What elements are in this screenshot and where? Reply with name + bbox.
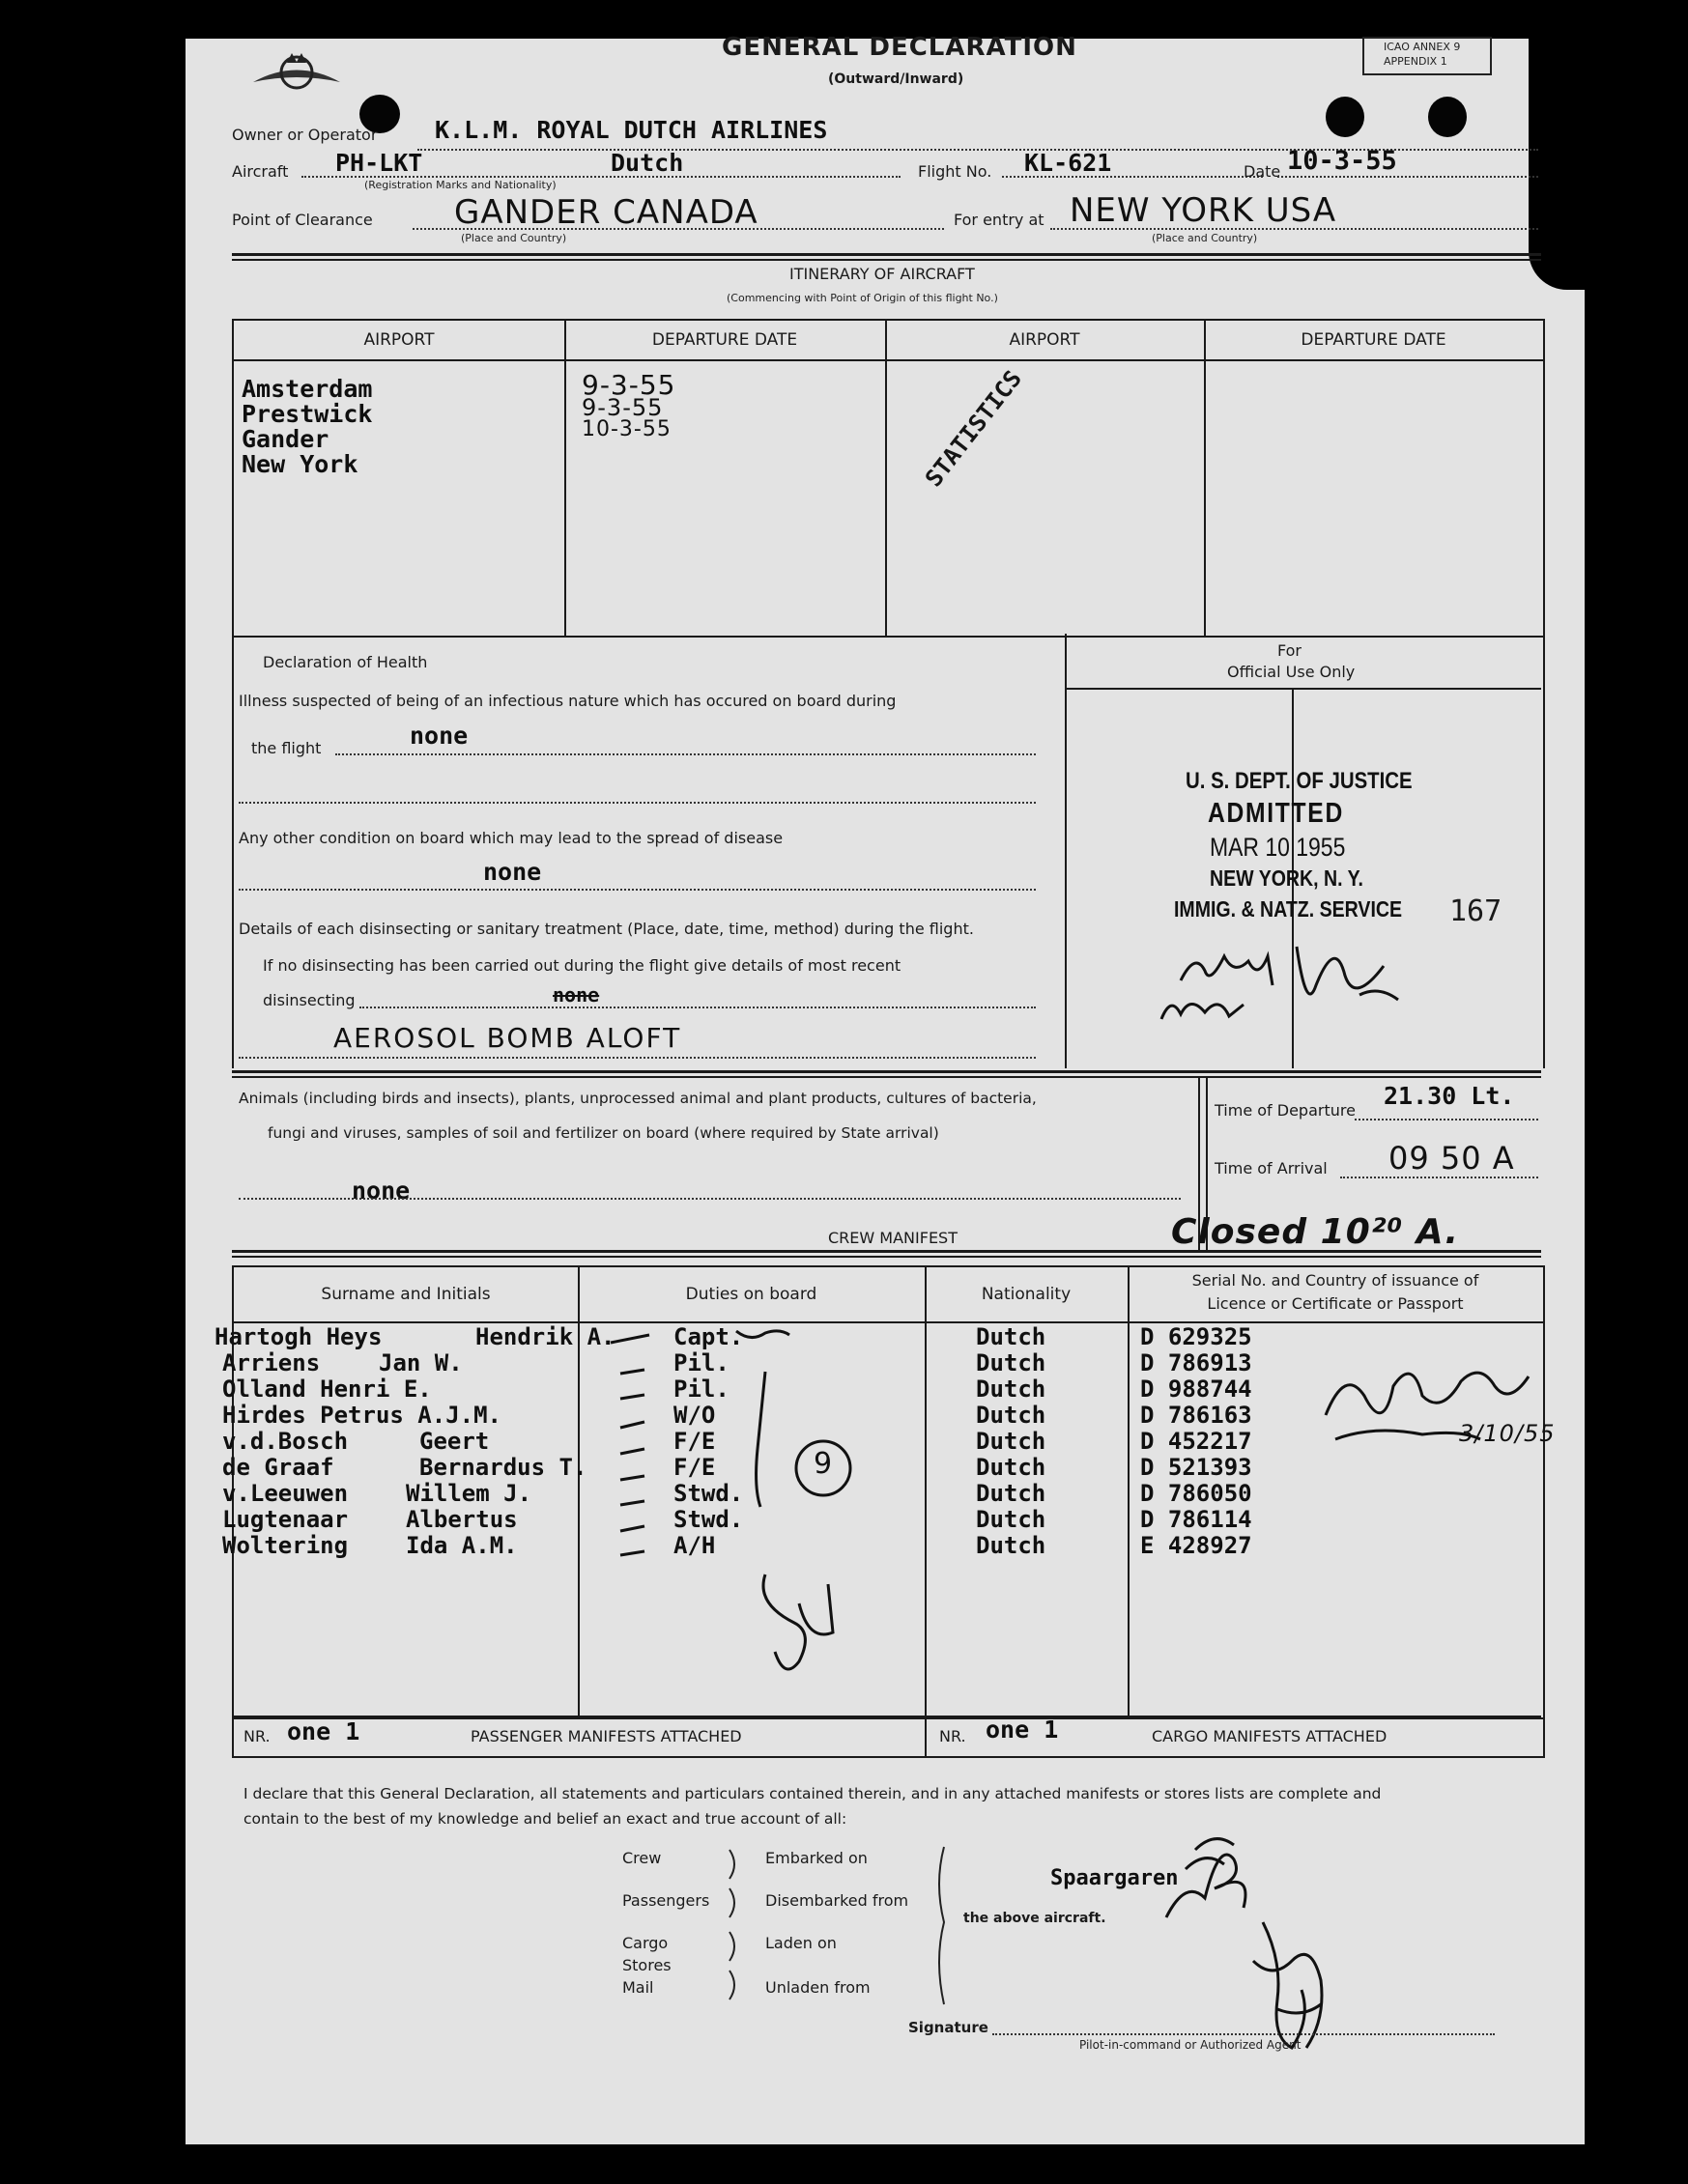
official-title-2: Official Use Only [1227,663,1356,681]
decl-disembarked: Disembarked from [765,1891,909,1910]
crew-row [186,1480,1585,1506]
inspector-date: 3/10/55 [1459,1420,1556,1447]
departure-time-label: Time of Departure [1215,1101,1356,1120]
col-departure-1: DEPARTURE DATE [651,330,798,350]
flight-label: Flight No. [918,162,992,181]
annex-box [1362,37,1492,75]
crew-given: Hendrik A. [475,1323,615,1350]
pilot-in-command-note: Pilot-in-command or Authorized Agent [1079,2038,1302,2052]
decl-mail: Mail [622,1978,654,1997]
date-underline [1277,176,1538,178]
decl-embarked: Embarked on [765,1849,868,1867]
decl-passengers: Passengers [622,1891,710,1910]
crew-duty: A/H [673,1532,716,1559]
crew-serial: D 786114 [1140,1506,1252,1533]
header-divider [232,253,1541,256]
itinerary-header-rule [234,359,1543,361]
arrival-time-underline [1340,1177,1538,1178]
declarant-name: Spaargaren [1050,1866,1179,1890]
clearance-place-note: (Place and Country) [461,232,567,244]
officer-initials-scribble [1152,927,1413,1034]
disinsect-question-3: disinsecting [263,991,356,1009]
signature-line [992,2033,1495,2035]
clearance-label: Point of Clearance [232,211,373,229]
entry-label: For entry at [954,211,1044,229]
klm-crown-logo [243,39,350,106]
admitted-stamp-number: 167 [1449,894,1502,928]
aircraft-label: Aircraft [232,162,289,181]
crew-nationality: Dutch [976,1506,1046,1533]
itinerary-airport: New York [242,450,358,478]
disinsect-struck-value: none [553,983,600,1007]
clearance-underline [413,228,944,230]
crew-nationality: Dutch [976,1376,1046,1403]
decl-unladen: Unladen from [765,1978,871,1997]
admitted-stamp-line5: IMMIG. & NATZ. SERVICE [1174,896,1403,922]
crew-top-rule-2 [232,1256,1541,1258]
itinerary-table [232,319,1545,638]
crew-duty: Pil. [673,1349,730,1376]
admitted-stamp-line3: MAR 10 1955 [1210,833,1346,862]
disinsect-question-1: Details of each disinsecting or sanitary treatment (Place, date, time, method) during the flight. [239,920,974,938]
owner-label: Owner or Operator [232,126,378,144]
crew-surname: Hartogh Heys [215,1323,383,1350]
animals-top-rule-2 [232,1076,1541,1078]
crew-surname: de Graaf [222,1454,334,1481]
annex-line2: APPENDIX 1 [1384,55,1447,68]
crew-serial: D 452217 [1140,1428,1252,1455]
crew-serial: D 988744 [1140,1376,1252,1403]
itinerary-title: ITINERARY OF AIRCRAFT [789,265,975,283]
illness-underline-2 [239,802,1036,804]
disinsect-value: AEROSOL BOMB ALOFT [333,1022,682,1054]
crew-duty: Capt. [673,1323,744,1350]
crew-duty: W/O [673,1402,716,1429]
official-divider [1065,634,1067,1068]
crew-circled-count: 9 [814,1447,834,1481]
crew-surname: Olland Henri E. [222,1376,432,1403]
entry-place-note: (Place and Country) [1152,232,1258,244]
crew-given: Bernardus T. [419,1454,587,1481]
crew-checkmarks [591,1314,881,1700]
itinerary-note: (Commencing with Point of Origin of this flight No.) [727,292,998,304]
animals-underline [239,1198,1181,1200]
crew-given: Willem J. [406,1480,532,1507]
header-divider-2 [232,259,1541,261]
decl-cargo: Cargo [622,1934,669,1952]
decl-stores: Stores [622,1956,672,1974]
admitted-stamp-line2: ADMITTED [1208,798,1344,829]
crew-duty: Pil. [673,1376,730,1403]
clearance-value: GANDER CANADA [454,193,758,232]
registration-note: (Registration Marks and Nationality) [364,179,557,191]
other-condition-question: Any other condition on board which may lead to the spread of disease [239,829,784,847]
animals-top-rule [232,1070,1541,1073]
aircraft-underline [301,176,901,178]
departure-time-value: 21.30 Lt. [1384,1082,1515,1110]
statistics-stamp: STATISTICS [920,365,1028,493]
animals-question-2: fungi and viruses, samples of soil and fertilizer on board (where required by State arrival) [268,1124,939,1142]
crew-given: Geert [419,1428,490,1455]
decl-crew: Crew [622,1849,662,1867]
crew-surname: Hirdes Petrus A.J.M. [222,1402,501,1429]
crew-given: Jan W. [379,1349,463,1376]
form-title: GENERAL DECLARATION [722,33,1077,62]
disinsect-underline-2 [239,1057,1036,1059]
crew-duty: F/E [673,1454,716,1481]
health-title: Declaration of Health [263,653,428,671]
crew-nationality: Dutch [976,1402,1046,1429]
itinerary-airport: Amsterdam [242,375,373,403]
flight-value: KL-621 [1024,149,1112,177]
owner-value: K.L.M. ROYAL DUTCH AIRLINES [435,116,828,144]
brace-right [930,1845,958,2009]
aircraft-value: PH-LKT [335,149,423,177]
crew-duty: Stwd. [673,1506,744,1533]
col-airport-2: AIRPORT [1009,330,1080,350]
brace-left [722,1845,751,2009]
disinsect-underline [359,1007,1036,1008]
punch-hole [1428,97,1467,137]
illness-underline [335,753,1036,755]
itinerary-date: 10-3-55 [582,417,672,441]
col-nationality: Nationality [981,1285,1072,1304]
cargo-manifest-count: one 1 [986,1716,1059,1744]
passenger-manifest-label: PASSENGER MANIFESTS ATTACHED [471,1727,742,1745]
crew-nationality: Dutch [976,1480,1046,1507]
crew-nationality: Dutch [976,1428,1046,1455]
illness-value: none [410,722,469,750]
passenger-nr-label: NR. [243,1727,271,1745]
cargo-manifest-label: CARGO MANIFESTS ATTACHED [1152,1727,1388,1745]
form-subtitle: (Outward/Inward) [828,71,964,87]
itinerary-col-rule [885,321,887,636]
flight-underline [1002,176,1263,178]
crew-surname: Lugtenaar [222,1506,349,1533]
crew-serial: E 428927 [1140,1532,1252,1559]
crew-row [186,1323,1585,1349]
crew-serial: D 786913 [1140,1349,1252,1376]
col-duties: Duties on board [685,1285,817,1304]
annex-line1: ICAO ANNEX 9 [1384,41,1461,53]
admitted-stamp-line4: NEW YORK, N. Y. [1210,865,1363,891]
crew-row [186,1532,1585,1558]
col-airport-1: AIRPORT [363,330,435,350]
crew-nationality: Dutch [976,1532,1046,1559]
crew-given: Albertus [406,1506,518,1533]
crew-serial: D 786163 [1140,1402,1252,1429]
animals-value: none [352,1177,411,1205]
date-value: 10-3-55 [1287,146,1397,176]
decl-laden: Laden on [765,1934,837,1952]
itinerary-date: 9-3-55 [582,369,676,401]
entry-value: NEW YORK USA [1070,191,1337,230]
date-label: Date [1244,162,1281,181]
signature-label: Signature [908,2019,988,2036]
arrival-time-value: 09 50 A [1388,1140,1515,1177]
crew-title: CREW MANIFEST [828,1229,958,1247]
illness-question: Illness suspected of being of an infectious nature which has occured on board during [239,692,897,710]
aircraft-nationality: Dutch [611,149,684,177]
admitted-stamp-line1: U. S. DEPT. OF JUSTICE [1186,768,1413,794]
departure-time-underline [1355,1119,1538,1120]
official-title-1: For [1277,641,1302,660]
itinerary-airport: Prestwick [242,400,373,428]
col-serial-2: Licence or Certificate or Passport [1207,1294,1464,1313]
crew-nationality: Dutch [976,1323,1046,1350]
entry-underline [1050,228,1538,230]
itinerary-airport: Gander [242,425,329,453]
crew-nationality: Dutch [976,1349,1046,1376]
crew-serial: D 786050 [1140,1480,1252,1507]
itinerary-col-rule [564,321,566,636]
crew-row [186,1506,1585,1532]
crew-serial: D 521393 [1140,1454,1252,1481]
arrival-time-label: Time of Arrival [1215,1159,1328,1177]
crew-surname: v.Leeuwen [222,1480,349,1507]
col-departure-2: DEPARTURE DATE [1301,330,1446,350]
crew-surname: Arriens [222,1349,321,1376]
other-condition-value: none [483,858,542,886]
crew-duty: F/E [673,1428,716,1455]
col-serial-1: Serial No. and Country of issuance of [1191,1271,1479,1290]
torn-corner [1529,39,1585,290]
disinsect-question-2: If no disinsecting has been carried out during the flight give details of most recent [263,956,901,975]
itinerary-col-rule [1204,321,1206,636]
crew-nationality: Dutch [976,1454,1046,1481]
crew-serial: D 629325 [1140,1323,1252,1350]
official-title-rule [1065,688,1541,690]
animals-question-1: Animals (including birds and insects), plants, unprocessed animal and plant products, cultures of bacteria, [239,1090,1037,1107]
manifest-divider [925,1716,927,1756]
declaration-text-1: I declare that this General Declaration, all statements and particulars contained therein, and in any attached manifests or stores lists are complete and [243,1785,1382,1802]
passenger-manifest-count: one 1 [287,1717,360,1745]
illness-flight-label: the flight [251,739,322,757]
cargo-nr-label: NR. [939,1727,966,1745]
crew-surname: Woltering [222,1532,349,1559]
other-condition-underline [239,889,1036,891]
above-aircraft: the above aircraft. [963,1911,1106,1926]
declaration-text-2: contain to the best of my knowledge and belief an exact and true account of all: [243,1810,847,1828]
crew-given: Ida A.M. [406,1532,518,1559]
declaration-form [186,33,1585,2144]
col-surname: Surname and Initials [321,1285,491,1304]
punch-hole [1326,97,1364,137]
crew-duty: Stwd. [673,1480,744,1507]
crew-surname: v.d.Bosch [222,1428,349,1455]
itinerary-date: 9-3-55 [582,394,664,421]
crew-closed-note: Closed 10²⁰ A. [1171,1212,1460,1252]
